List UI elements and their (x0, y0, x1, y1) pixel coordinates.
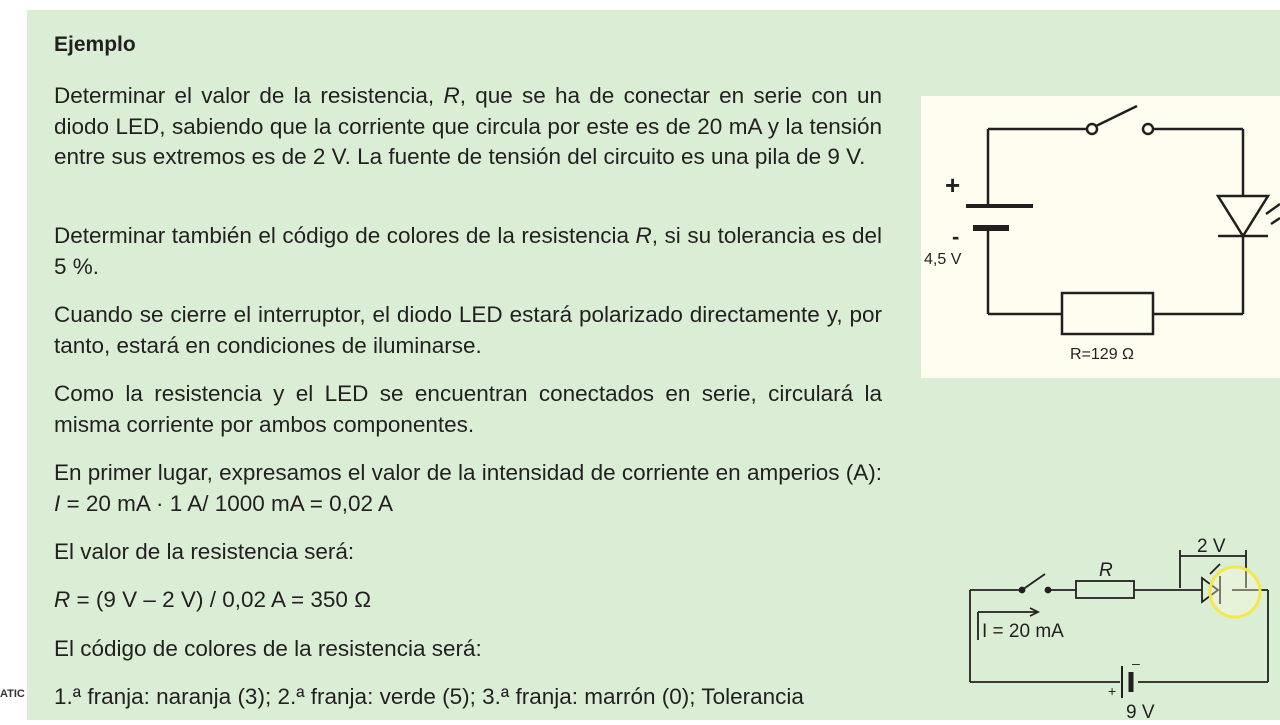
p1-variable-r: R (443, 83, 460, 108)
paragraph-resistance-intro: El valor de la resistencia será: (54, 539, 355, 564)
p2-text-a: Determinar también el código de colores de la resistencia (54, 223, 636, 248)
switch-contact-left (1087, 124, 1097, 134)
example-heading: Ejemplo (54, 33, 136, 56)
paragraph-switch: Cuando se cierre el interruptor, el diodo LED estará polarizado directamente y, por tanto, estará en condiciones de iluminarse. (54, 302, 882, 358)
current-label: I = 20 mA (982, 621, 1064, 642)
led-ray-2 (1271, 218, 1280, 224)
battery-minus-sign: - (952, 224, 960, 249)
p2-variable-r: R (635, 223, 652, 248)
paragraph-current (54, 458, 882, 519)
battery-plus-sign: + (945, 170, 961, 200)
paragraph-problem-statement (54, 81, 882, 173)
p7-text-b: = (9 V – 2 V) / 0,02 A = 350 Ω (70, 587, 372, 612)
circuit-diagram-2-svg (950, 530, 1280, 720)
paragraph-color-code-task (54, 221, 882, 282)
battery2-plus-sign: + (1108, 683, 1117, 699)
p1-text-b: , que se ha de conectar en serie con un diodo LED, sabiendo que la corriente que circula por este es de 20 mA y la tensión entre sus extremos es de 2 V. La fuente de tensión del circuito es una pila de 9 V. (54, 83, 882, 169)
p7-variable-r: R (54, 587, 71, 612)
switch2-contact-right (1046, 588, 1051, 593)
resistor-value-label: R=129 Ω (1070, 346, 1134, 363)
battery2-voltage-label: 9 V (1126, 702, 1155, 720)
cursor-highlight-ring (1210, 567, 1260, 617)
p2-text-b: , si su tolerancia es del 5 %. (54, 223, 882, 279)
resistor2-label: R (1099, 560, 1113, 581)
circuit-diagram-series (950, 530, 1280, 720)
paragraph-series: Como la resistencia y el LED se encuentran conectados en serie, circulará la misma corriente por ambos componentes. (54, 381, 882, 437)
p5-text-a: En primer lugar, expresamos el valor de la intensidad de corriente en amperios (A): (54, 460, 882, 485)
switch-contact-right (1143, 124, 1153, 134)
p1-text-a: Determinar el valor de la resistencia, (54, 83, 444, 108)
circuit-diagram-battery (921, 96, 1280, 378)
paragraph-color-code-intro: El código de colores de la resistencia será: (54, 636, 482, 661)
resistor2-body (1076, 581, 1134, 598)
formula-resistance (54, 585, 882, 616)
led-triangle (1218, 196, 1268, 236)
p5-text-b: = 20 mA · 1 A/ 1000 mA = 0,02 A (60, 490, 393, 516)
circuit-diagram-1-svg (921, 96, 1280, 378)
battery2-minus-sign: – (1132, 655, 1140, 671)
led2-voltage-label: 2 V (1197, 536, 1226, 557)
led-ray-1 (1266, 204, 1280, 214)
p5-variable-i: I (54, 490, 61, 516)
resistor-body (1062, 293, 1153, 334)
edge-label: ATIC (0, 688, 25, 700)
switch-lever (1096, 106, 1137, 126)
paragraph-bands: 1.ª franja: naranja (3); 2.ª franja: verde (5); 3.ª franja: marrón (0); Tolerancia (54, 684, 804, 709)
switch2-lever (1022, 574, 1045, 590)
battery-voltage-label: 4,5 V (924, 251, 962, 268)
